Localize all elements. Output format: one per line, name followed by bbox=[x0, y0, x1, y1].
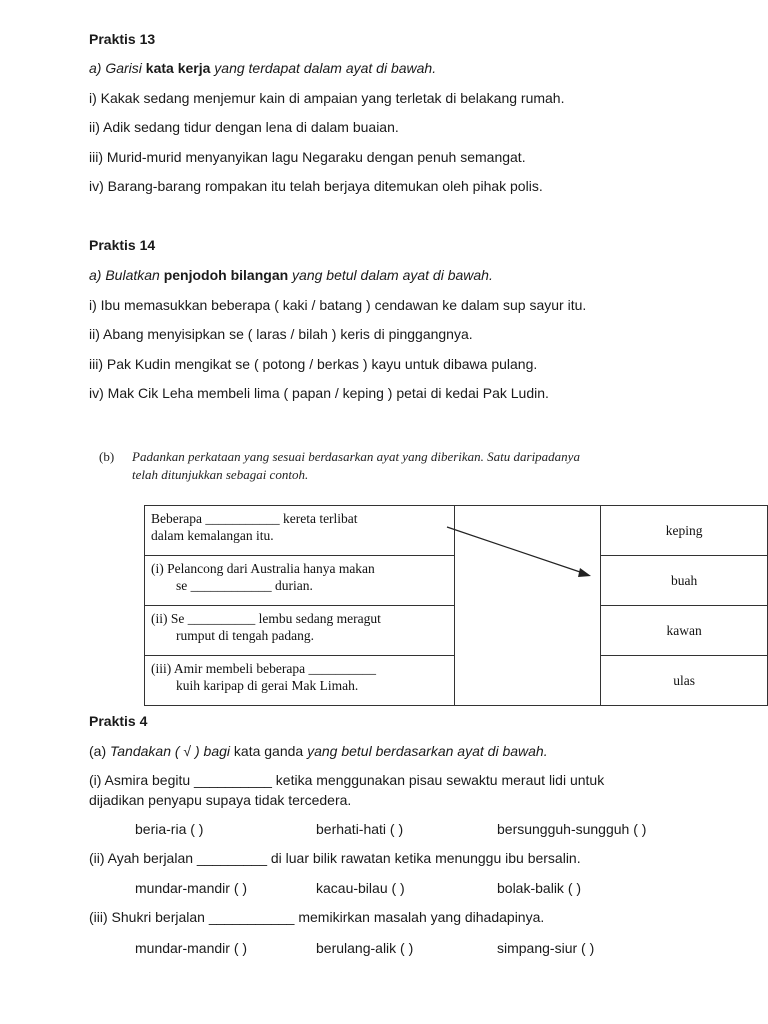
instruction-keyword: kata ganda bbox=[230, 743, 308, 759]
question-text: (ii) Se __________ lembu sedang meragut bbox=[151, 611, 381, 626]
instruction-text: a) Bulatkan bbox=[89, 267, 164, 283]
p14-item-4: iv) Mak Cik Leha membeli lima ( papan / keping ) petai di kedai Pak Ludin. bbox=[89, 385, 549, 401]
section-b-label: (b) bbox=[99, 449, 115, 464]
option-checkbox[interactable]: berulang-alik ( ) bbox=[316, 940, 414, 956]
question-text: (i) Pelancong dari Australia hanya makan bbox=[151, 561, 375, 576]
question-cell bbox=[145, 606, 455, 656]
instruction-text: Tandakan ( √ ) bagi bbox=[110, 743, 231, 759]
question-text: Beberapa ___________ kereta terlibat bbox=[151, 511, 358, 526]
p14-item-3: iii) Pak Kudin mengikat se ( potong / berkas ) kayu untuk dibawa pulang. bbox=[89, 356, 538, 372]
p13-item-1: i) Kakak sedang menjemur kain di ampaian yang terletak di belakang rumah. bbox=[89, 90, 565, 106]
question-text: rumput di tengah padang. bbox=[176, 628, 314, 643]
answer-cell[interactable]: ulas bbox=[601, 656, 768, 706]
instruction-keyword: kata kerja bbox=[145, 60, 211, 76]
answer-cell[interactable]: buah bbox=[601, 556, 768, 606]
p14-item-2: ii) Abang menyisipkan se ( laras / bilah ) keris di pinggangnya. bbox=[89, 326, 473, 342]
answer-cell[interactable]: kawan bbox=[601, 606, 768, 656]
p13-item-4: iv) Barang-barang rompakan itu telah berjaya ditemukan oleh pihak polis. bbox=[89, 178, 543, 194]
table-row bbox=[145, 506, 768, 556]
praktis-14-title: Praktis 14 bbox=[89, 237, 156, 253]
praktis-4-title: Praktis 4 bbox=[89, 713, 148, 729]
question-text: se ____________ durian. bbox=[176, 578, 313, 593]
praktis-13-instruction bbox=[89, 59, 436, 77]
question-text: dalam kemalangan itu. bbox=[151, 528, 274, 543]
p4-question-1: (i) Asmira begitu __________ ketika menggunakan pisau sewaktu meraut lidi untuk bbox=[89, 772, 605, 788]
question-text: kuih karipap di gerai Mak Limah. bbox=[176, 678, 359, 693]
question-cell bbox=[145, 506, 455, 556]
praktis-4-instruction bbox=[89, 742, 548, 760]
p4-question-2: (ii) Ayah berjalan _________ di luar bilik rawatan ketika menunggu ibu bersalin. bbox=[89, 850, 581, 866]
instruction-text: (a) bbox=[89, 743, 110, 759]
praktis-13-title: Praktis 13 bbox=[89, 31, 156, 47]
praktis-14-instruction bbox=[89, 266, 493, 284]
p13-item-3: iii) Murid-murid menyanyikan lagu Negaraku dengan penuh semangat. bbox=[89, 149, 526, 165]
instruction-text: yang terdapat dalam ayat di bawah. bbox=[210, 60, 437, 76]
connector-column bbox=[454, 506, 600, 706]
question-cell bbox=[145, 556, 455, 606]
option-checkbox[interactable]: simpang-siur ( ) bbox=[497, 940, 595, 956]
section-b-line-2: telah ditunjukkan sebagai contoh. bbox=[132, 467, 309, 482]
section-b-line-1: Padankan perkataan yang sesuai berdasarkan ayat yang diberikan. Satu daripadanya bbox=[132, 449, 580, 464]
option-checkbox[interactable]: beria-ria ( ) bbox=[135, 821, 204, 837]
instruction-text: yang betul berdasarkan ayat di bawah. bbox=[307, 743, 548, 759]
p14-item-1: i) Ibu memasukkan beberapa ( kaki / batang ) cendawan ke dalam sup sayur itu. bbox=[89, 297, 587, 313]
p4-question-1-cont: dijadikan penyapu supaya tidak tercedera. bbox=[89, 792, 352, 808]
p13-item-2: ii) Adik sedang tidur dengan lena di dalam buaian. bbox=[89, 119, 399, 135]
option-checkbox[interactable]: berhati-hati ( ) bbox=[316, 821, 404, 837]
question-cell bbox=[145, 656, 455, 706]
option-checkbox[interactable]: bersungguh-sungguh ( ) bbox=[497, 821, 647, 837]
matching-table bbox=[144, 505, 768, 706]
instruction-keyword: penjodoh bilangan bbox=[163, 267, 289, 283]
question-text: (iii) Amir membeli beberapa __________ bbox=[151, 661, 376, 676]
option-checkbox[interactable]: mundar-mandir ( ) bbox=[135, 940, 248, 956]
option-checkbox[interactable]: kacau-bilau ( ) bbox=[316, 880, 405, 896]
instruction-text: a) Garisi bbox=[89, 60, 146, 76]
instruction-text: yang betul dalam ayat di bawah. bbox=[288, 267, 493, 283]
p4-question-3: (iii) Shukri berjalan ___________ memikirkan masalah yang dihadapinya. bbox=[89, 909, 545, 925]
answer-cell[interactable]: keping bbox=[601, 506, 768, 556]
option-checkbox[interactable]: bolak-balik ( ) bbox=[497, 880, 582, 896]
option-checkbox[interactable]: mundar-mandir ( ) bbox=[135, 880, 248, 896]
